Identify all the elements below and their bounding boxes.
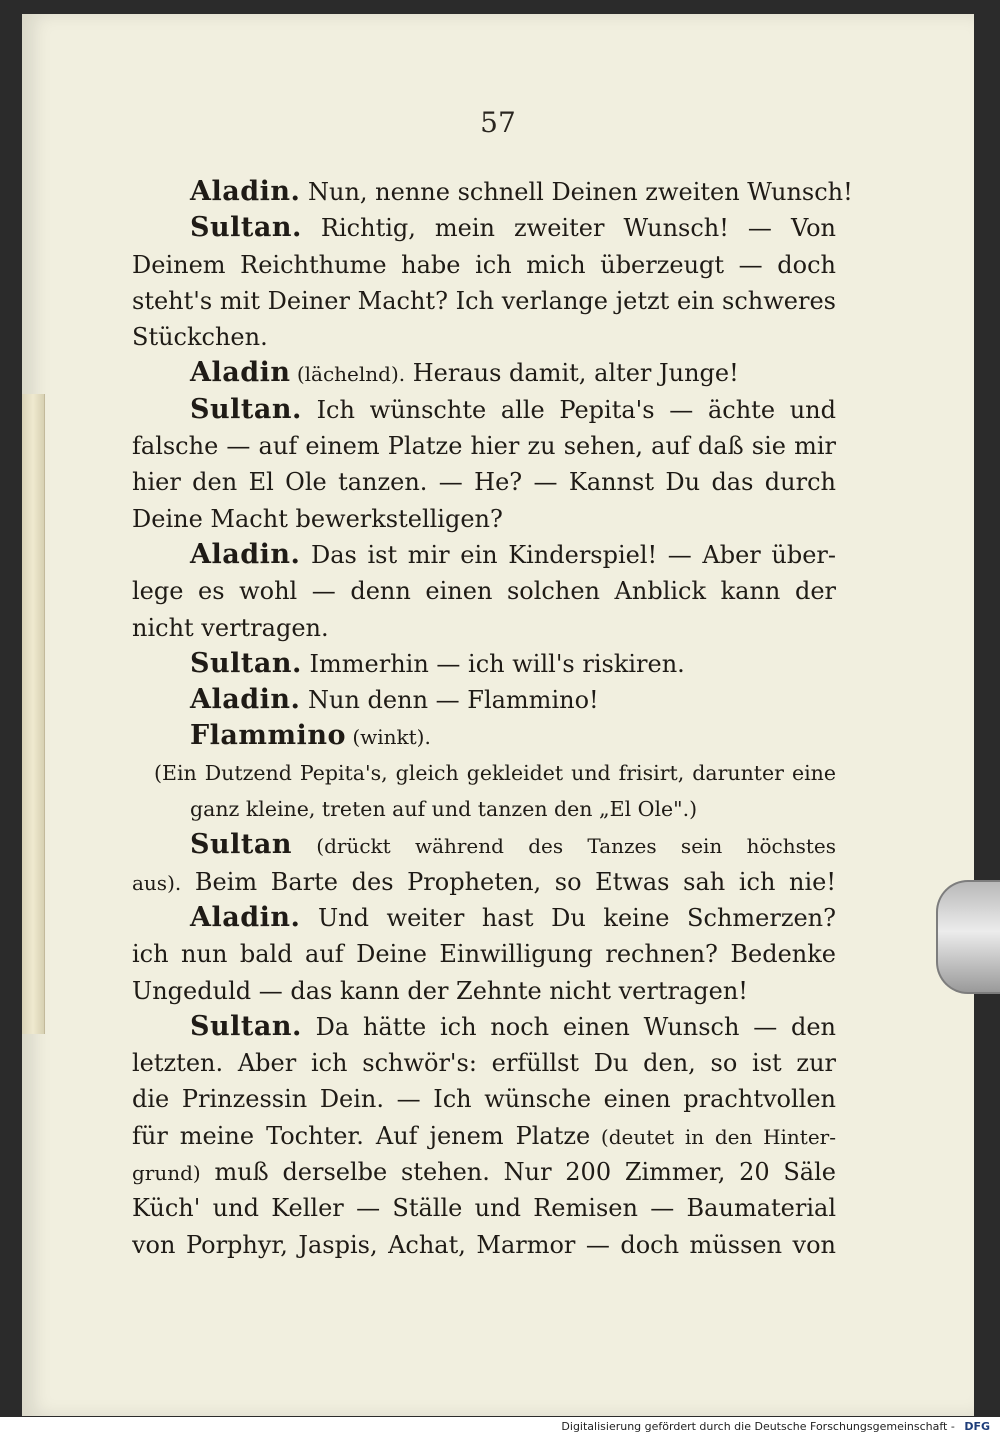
dialogue-text: Nun denn — Flammino!: [300, 686, 599, 715]
book-page: [22, 14, 974, 1416]
speaker-name: Aladin.: [190, 538, 301, 570]
text-line: [132, 1190, 836, 1226]
footer: [0, 1417, 1000, 1437]
dialogue-text: Ich wünschte alle Pepita's — ächte und: [301, 395, 836, 424]
text-line: [132, 1154, 836, 1190]
dialogue-text: Beim Barte des Propheten, so Etwas sah ich nie!: [181, 867, 836, 896]
text-line: [132, 501, 836, 537]
stage-direction: (lächelnd).: [290, 362, 406, 387]
dialogue-text: für meine Tochter. Auf jenem Platze: [132, 1121, 591, 1150]
binding-strip: [22, 394, 45, 1034]
text-line: [132, 319, 836, 355]
dialogue-text: falsche — auf einem Platze hier zu sehen, auf daß sie mir: [132, 432, 836, 461]
text-line: [132, 247, 836, 283]
footer-text: Digitalisierung gefördert durch die Deutsche Forschungsgemeinschaft -: [561, 1420, 955, 1433]
text-line: [132, 936, 836, 972]
speaker-name: Sultan.: [190, 393, 302, 425]
text-line: [132, 718, 836, 754]
text-line: [132, 1118, 836, 1154]
dialogue-text: ich nun bald auf Deine Einwilligung rechnen? Bedenke: [132, 940, 836, 969]
text-line: [132, 174, 853, 210]
stage-direction: aus).: [132, 870, 182, 895]
text-line: [132, 283, 836, 319]
text-line: [132, 610, 836, 646]
speaker-name: Sultan.: [190, 647, 302, 679]
dialogue-text: hier den El Ole tanzen. — He? — Kannst Du das durch: [132, 468, 836, 497]
text-line: [132, 210, 836, 246]
dialogue-text: Stückchen.: [132, 323, 268, 352]
dialogue-text: Richtig, mein zweiter Wunsch! — Von: [301, 214, 836, 243]
stage-direction: ganz kleine, treten auf und tanzen den „El Ole".): [190, 797, 698, 822]
stage-direction: (Ein Dutzend Pepita's, gleich gekleidet und frisirt, darunter eine: [154, 760, 836, 785]
speaker-name: Aladin.: [190, 176, 301, 207]
dialogue-text: Deine Macht bewerkstelligen?: [132, 504, 503, 533]
text-line: [132, 755, 836, 791]
dialogue-text: letzten. Aber ich schwör's: erfüllst Du den, so ist zur: [132, 1049, 836, 1078]
page-number: 57: [480, 106, 516, 139]
speaker-name: Sultan.: [190, 1010, 302, 1042]
stage-direction: (winkt).: [345, 725, 431, 750]
dialogue-text: Küch' und Keller — Ställe und Remisen — Baumaterial: [132, 1194, 836, 1223]
body-text: [132, 174, 853, 1263]
stage-direction: (deutet in den Hinter-: [590, 1124, 836, 1149]
stage-direction: (drückt während des Tanzes sein höchstes: [316, 834, 836, 859]
stage-direction: grund): [132, 1161, 201, 1186]
dfg-logo: DFG: [964, 1420, 990, 1433]
dialogue-text: Das ist mir ein Kinderspiel! — Aber über-: [300, 540, 836, 569]
text-line: [132, 973, 836, 1009]
speaker-name: Aladin.: [190, 901, 301, 933]
text-line: [132, 1081, 836, 1117]
text-line: [132, 864, 836, 900]
text-line: [132, 355, 836, 391]
text-line: [132, 827, 836, 863]
speaker-name: Flammino: [190, 720, 346, 752]
text-line: [132, 1045, 836, 1081]
text-line: [132, 1009, 836, 1045]
text-line: [132, 464, 836, 500]
text-line: [132, 1227, 836, 1263]
dialogue-text: Nun, nenne schnell Deinen zweiten Wunsch!: [300, 178, 853, 206]
speaker-name: Sultan: [190, 829, 292, 861]
text-line: [132, 428, 836, 464]
text-line: [132, 392, 836, 428]
dialogue-text: Heraus damit, alter Junge!: [405, 359, 739, 388]
speaker-name: Aladin: [190, 357, 291, 389]
dialogue-text: muß derselbe stehen. Nur 200 Zimmer, 20 Säle: [214, 1158, 836, 1187]
dialogue-text: Ungeduld — das kann der Zehnte nicht vertragen!: [132, 976, 748, 1005]
dialogue-text: lege es wohl — denn einen solchen Anblick kann der: [132, 577, 836, 606]
dialogue-text: Da hätte ich noch einen Wunsch — den: [301, 1012, 836, 1041]
text-line: [132, 682, 836, 718]
text-line: [132, 537, 836, 573]
text-line: [132, 573, 836, 609]
text-line: [132, 646, 836, 682]
text-line: [132, 791, 836, 827]
dialogue-text: Deinem Reichthume habe ich mich überzeugt — doch: [132, 250, 836, 279]
dialogue-text: von Porphyr, Jaspis, Achat, Marmor — doch müssen von: [132, 1230, 836, 1259]
dialogue-text: Und weiter hast Du keine Schmerzen?: [317, 903, 836, 932]
dialogue-text: Immerhin — ich will's riskiren.: [301, 649, 685, 678]
dialogue-text: steht's mit Deiner Macht? Ich verlange jetzt ein schweres: [132, 286, 836, 315]
text-line: [132, 900, 836, 936]
speaker-name: Aladin.: [190, 684, 301, 716]
speaker-name: Sultan.: [190, 212, 302, 244]
page-clip: [936, 880, 1000, 994]
dialogue-text: nicht vertragen.: [132, 613, 329, 642]
dialogue-text: die Prinzessin Dein. — Ich wünsche einen prachtvollen: [132, 1085, 836, 1114]
